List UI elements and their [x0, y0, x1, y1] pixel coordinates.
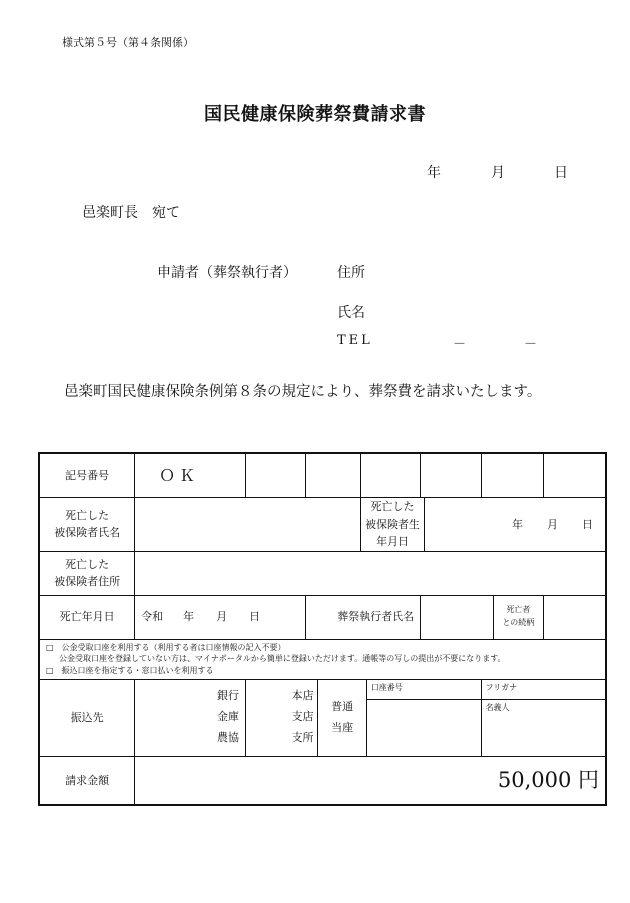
applicant-name-label: 氏名 [337, 305, 365, 321]
bank-type-nokyo: 農協 [216, 731, 239, 744]
account-holder-label[interactable]: 名義人 [481, 699, 606, 756]
amount-row [39, 756, 606, 805]
tel-dash-2: － [524, 337, 538, 352]
bank-type-bank: 銀行 [216, 689, 239, 703]
record-number-box[interactable] [421, 453, 481, 498]
deceased-birth-field[interactable] [425, 498, 606, 552]
applicant-label: 申請者（葬祭執行者） [157, 265, 297, 281]
payment-options [39, 639, 606, 679]
bank-row-top [39, 679, 606, 699]
birth-month-label: 月 [547, 517, 558, 531]
furigana-label: フリガナ [481, 679, 606, 699]
form-number: 様式第５号（第４条関係） [62, 36, 194, 49]
deceased-info-row [39, 498, 606, 552]
specify-account-checkbox[interactable]: □ 振込口座を指定する・窓口払いを利用する [46, 665, 214, 675]
death-day-label: 日 [249, 610, 261, 624]
birth-year-label: 年 [512, 517, 523, 531]
funeral-executor-name-field[interactable] [421, 595, 493, 639]
record-number-box[interactable] [306, 453, 360, 498]
claim-amount-value: 50,000 円 [135, 756, 606, 805]
deceased-name-field[interactable] [135, 498, 361, 552]
era-label: 令和 [141, 610, 164, 624]
deceased-address-label: 死亡した 被保険者住所 [39, 551, 135, 595]
tel-dash-1: － [453, 337, 467, 352]
public-account-checkbox[interactable]: □ 公金受取口座を利用する（利用する者は口座情報の記入不要） [46, 642, 286, 652]
bank-name-field[interactable] [135, 679, 246, 756]
claim-form-table [38, 452, 607, 806]
record-number-label: 記号番号 [39, 453, 135, 498]
date-day-label: 日 [554, 165, 568, 181]
claim-amount-label: 請求金額 [39, 756, 135, 805]
deceased-birth-label: 死亡した 被保険者生年月日 [360, 498, 424, 552]
deceased-address-row [39, 551, 606, 595]
transfer-destination-label: 振込先 [39, 679, 135, 756]
applicant-address-label: 住所 [337, 265, 365, 281]
death-month-label: 月 [216, 610, 228, 624]
page-title: 国民健康保険葬祭費請求書 [204, 104, 426, 125]
relation-field[interactable] [543, 595, 606, 639]
date-month-label: 月 [491, 165, 505, 181]
account-number-field[interactable] [366, 699, 481, 756]
record-number-row [39, 453, 606, 498]
death-date-label: 死亡年月日 [39, 595, 135, 639]
relation-label: 死亡者 との続柄 [493, 595, 543, 639]
deceased-address-field[interactable] [135, 551, 606, 595]
applicant-tel-label: TEL [337, 333, 373, 348]
account-type-ordinary: 普通 [331, 699, 354, 713]
death-year-label: 年 [183, 610, 195, 624]
branch-type-main: 本店 [291, 689, 314, 703]
account-number-label: 口座番号 [366, 679, 481, 699]
birth-day-label: 日 [582, 517, 593, 531]
addressee: 邑楽町長 宛て [82, 205, 180, 221]
death-date-field[interactable] [135, 595, 306, 639]
account-type-current: 当座 [331, 720, 354, 734]
payment-option-row [39, 639, 606, 679]
branch-type-office: 支所 [291, 731, 314, 744]
branch-type-branch: 支店 [291, 710, 314, 724]
public-account-note: 公金受取口座を登録していない方は、マイナポータルから簡単に登録いただけます。通帳等の写しの提出が不要になります。 [59, 654, 506, 664]
death-date-row [39, 595, 606, 639]
record-number-box[interactable] [245, 453, 305, 498]
branch-name-field[interactable] [245, 679, 318, 756]
bank-type-shinkin: 金庫 [216, 710, 239, 724]
deceased-name-label: 死亡した 被保険者氏名 [39, 498, 135, 552]
date-year-label: 年 [427, 165, 441, 181]
funeral-executor-name-label: 葬祭執行者氏名 [306, 595, 421, 639]
record-number-value[interactable]: ＯＫ [135, 453, 246, 498]
account-type-field[interactable] [318, 679, 366, 756]
statement-text: 邑楽町国民健康保険条例第８条の規定により、葬祭費を請求いたします。 [64, 384, 542, 400]
record-number-box[interactable] [360, 453, 420, 498]
record-number-box[interactable] [543, 453, 606, 498]
record-number-box[interactable] [481, 453, 543, 498]
